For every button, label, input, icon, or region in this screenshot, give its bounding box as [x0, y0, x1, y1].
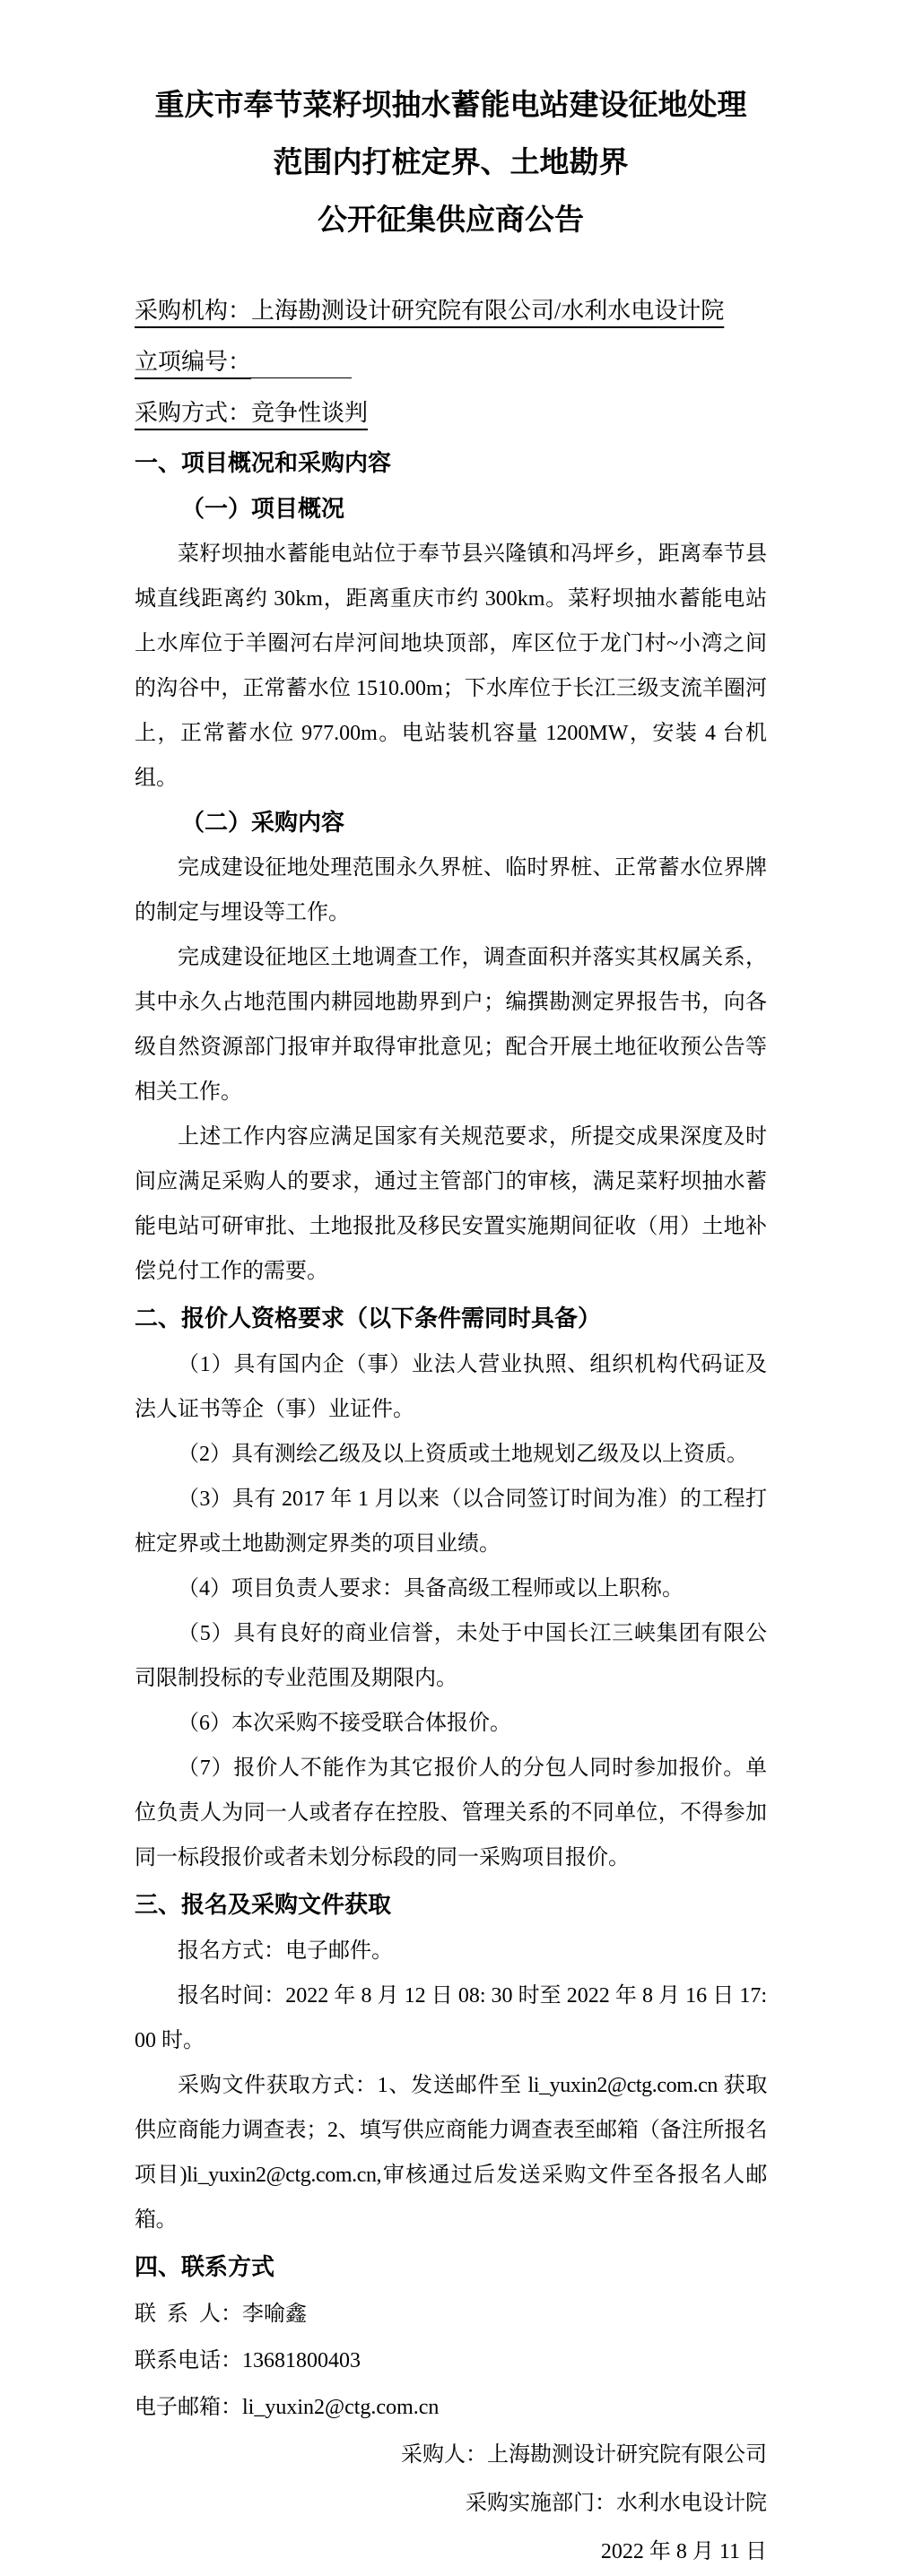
qualification-item-5: （5）具有良好的商业信誉，未处于中国长江三峡集团有限公司限制投标的专业范围及期限内。: [135, 1622, 767, 1690]
contact-person-line: [135, 2291, 767, 2337]
procuring-agency-line: [135, 285, 767, 336]
project-overview-paragraph: 菜籽坝抽水蓄能电站位于奉节县兴隆镇和冯坪乡，距离奉节县城直线距离约 30km，距离重庆市约 300km。菜籽坝抽水蓄能电站上水库位于羊圈河右岸河间地块顶部，库区位于龙门村~小湾之间的沟谷中，正常蓄水位 1510.00m；下水库位于长江三级支流羊圈河上，正常蓄水位 977.00m。电站装机容量 1200MW，安装 4 台机组。: [135, 542, 767, 790]
contact-person-label: 联 系 人：: [135, 2303, 242, 2326]
procuring-agency-label: 采购机构：: [135, 298, 252, 324]
section-3-heading: 三、报名及采购文件获取: [135, 1891, 392, 1918]
section-4-heading: 四、联系方式: [135, 2253, 275, 2280]
meta-block: [135, 285, 767, 438]
project-number-blank: [251, 377, 352, 378]
title-line-3: 公开征集供应商公告: [318, 204, 584, 237]
contact-email-value: li_yuxin2@ctg.com.cn: [242, 2396, 440, 2419]
contact-phone-line: [135, 2337, 767, 2384]
registration-time-paragraph: 报名时间：2022 年 8 月 12 日 08: 30 时至 2022 年 8 月 16 日 17: 00 时。: [135, 1984, 767, 2052]
procurement-method-line: [135, 387, 767, 438]
qualification-item-1: （1）具有国内企（事）业法人营业执照、组织机构代码证及法人证书等企（事）业证件。: [135, 1353, 767, 1421]
procurement-content-paragraph-2: 完成建设征地区土地调查工作，调查面积并落实其权属关系，其中永久占地范围内耕园地勘界到户；编撰勘测定界报告书，向各级自然资源部门报审并取得审批意见；配合开展土地征收预公告等相关工作。: [135, 946, 767, 1104]
buyer-line: 采购人：上海勘测设计研究院有限公司: [401, 2443, 767, 2467]
procuring-agency-value: 上海勘测设计研究院有限公司/水利水电设计院: [251, 298, 725, 324]
qualification-item-2: （2）具有测绘乙级及以上资质或土地规划乙级及以上资质。: [178, 1443, 748, 1466]
implementing-department-line: 采购实施部门：水利水电设计院: [466, 2492, 767, 2515]
qualification-item-4: （4）项目负责人要求：具备高级工程师或以上职称。: [178, 1577, 684, 1600]
section-1-heading: 一、项目概况和采购内容: [135, 449, 392, 476]
project-number-label: 立项编号：: [135, 349, 252, 375]
procurement-content-paragraph-1: 完成建设征地处理范围永久界桩、临时界桩、正常蓄水位界牌的制定与埋设等工作。: [135, 856, 767, 924]
section-1-subheading-1: （一）项目概况: [181, 496, 345, 522]
contact-phone-value: 13681800403: [242, 2349, 361, 2372]
contact-phone-label: 联系电话：: [135, 2349, 242, 2372]
project-number-line: [135, 336, 767, 387]
contact-email-line: [135, 2384, 767, 2431]
section-1-subheading-2: （二）采购内容: [181, 810, 345, 836]
procuring-agency-underlined: [135, 298, 724, 324]
title-line-1: 重庆市奉节菜籽坝抽水蓄能电站建设征地处理: [154, 90, 747, 122]
signature-block: [135, 2431, 767, 2576]
document-acquisition-paragraph: 采购文件获取方式：1、发送邮件至 li_yuxin2@ctg.com.cn 获取供应商能力调查表；2、填写供应商能力调查表至邮箱（备注所报名项目)li_yuxin2@ctg.com.cn,审核通过后发送采购文件至各报名人邮箱。: [135, 2074, 767, 2232]
announcement-date: 2022 年 8 月 11 日: [600, 2540, 767, 2563]
title-line-2: 范围内打桩定界、土地勘界: [273, 147, 629, 179]
document-title: [135, 77, 767, 249]
procurement-method-underlined: [135, 400, 368, 426]
section-2-heading: 二、报价人资格要求（以下条件需同时具备）: [135, 1305, 602, 1331]
contact-person-value: 李喻鑫: [242, 2303, 307, 2326]
procurement-content-paragraph-3: 上述工作内容应满足国家有关规范要求，所提交成果深度及时间应满足采购人的要求，通过主管部门的审核，满足菜籽坝抽水蓄能电站可研审批、土地报批及移民安置实施期间征收（用）土地补偿兑付工作的需要。: [135, 1125, 767, 1283]
procurement-method-label: 采购方式：: [135, 400, 252, 426]
qualification-item-7: （7）报价人不能作为其它报价人的分包人同时参加报价。单位负责人为同一人或者存在控股、管理关系的不同单位，不得参加同一标段报价或者未划分标段的同一采购项目报价。: [135, 1756, 767, 1869]
contact-email-label: 电子邮箱：: [135, 2396, 242, 2419]
registration-method-paragraph: 报名方式：电子邮件。: [178, 1939, 393, 1963]
procurement-method-value: 竞争性谈判: [251, 400, 369, 426]
qualification-item-3: （3）具有 2017 年 1 月以来（以合同签订时间为准）的工程打桩定界或土地勘测定界类的项目业绩。: [135, 1487, 767, 1556]
qualification-item-6: （6）本次采购不接受联合体报价。: [178, 1712, 511, 1735]
